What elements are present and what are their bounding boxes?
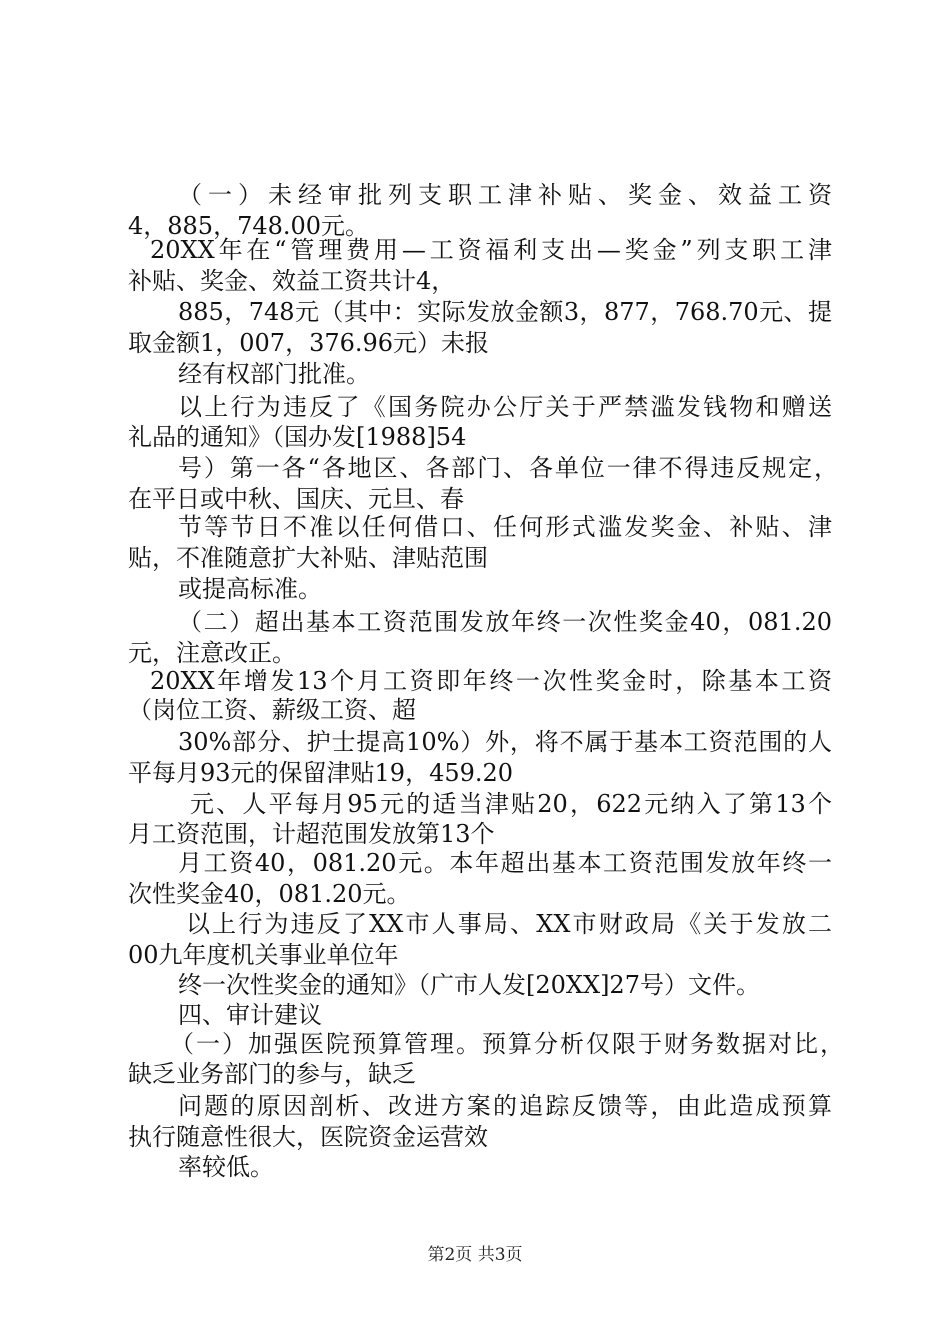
paragraph-line: 月工资范围，计超范围发放第13个 <box>128 820 495 848</box>
paragraph-line: 平每月93元的保留津贴19，459.20 <box>128 759 514 787</box>
paragraph-line: 元，注意改正。 <box>128 639 296 667</box>
paragraph-line: 以上行为违反了《国务院办公厅关于严禁滥发钱物和赠送 <box>178 393 832 421</box>
paragraph-line: 月工资40，081.20元。本年超出基本工资范围发放年终一 <box>178 849 832 877</box>
paragraph-line: 经有权部门批准。 <box>178 360 370 388</box>
paragraph-line: 在平日或中秋、国庆、元旦、春 <box>128 485 464 513</box>
paragraph-line: 20XX年在“管理费用—工资福利支出—奖金”列支职工津 <box>150 236 832 264</box>
paragraph-line: 执行随意性很大，医院资金运营效 <box>128 1123 488 1151</box>
paragraph-line: 四、审计建议 <box>178 1001 322 1029</box>
paragraph-line: 缺乏业务部门的参与，缺乏 <box>128 1060 416 1088</box>
paragraph-line: （一）加强医院预算管理。预算分析仅限于财务数据对比， <box>170 1030 844 1058</box>
paragraph-line: 礼品的通知》（国办发[1988]54 <box>128 423 467 451</box>
paragraph-line: 号）第一各“各地区、各部门、各单位一律不得违反规定， <box>178 454 838 482</box>
paragraph-line: （二）超出基本工资范围发放年终一次性奖金40，081.20 <box>178 608 832 636</box>
paragraph-line: 率较低。 <box>178 1153 274 1181</box>
paragraph-line: 次性奖金40，081.20元。 <box>128 880 411 908</box>
paragraph-line: 问题的原因剖析、改进方案的追踪反馈等，由此造成预算 <box>178 1092 832 1120</box>
paragraph-line: 终一次性奖金的通知》（广市人发[20XX]27号）文件。 <box>178 971 760 999</box>
paragraph-line: 20XX年增发13个月工资即年终一次性奖金时，除基本工资 <box>150 667 832 695</box>
paragraph-line: （一）未经审批列支职工津补贴、奖金、效益工资 <box>178 181 832 209</box>
paragraph-line: 节等节日不准以任何借口、任何形式滥发奖金、补贴、津 <box>178 513 832 541</box>
paragraph-line: 元、人平每月95元的适当津贴20，622元纳入了第13个 <box>190 790 832 818</box>
paragraph-line: 4，885，748.00元。 <box>128 212 370 240</box>
paragraph-line: 或提高标准。 <box>178 575 322 603</box>
page-number-footer: 第2页 共3页 <box>427 1245 523 1265</box>
paragraph-line: 30%部分、护士提高10%）外，将不属于基本工资范围的人 <box>178 728 832 756</box>
paragraph-line: （岗位工资、薪级工资、超 <box>128 696 416 724</box>
paragraph-line: 00九年度机关事业单位年 <box>128 941 399 969</box>
paragraph-line: 取金额1，007，376.96元）未报 <box>128 329 490 357</box>
paragraph-line: 885，748元（其中：实际发放金额3，877，768.70元、提 <box>178 298 832 326</box>
paragraph-line: 以上行为违反了XX市人事局、XX市财政局《关于发放二 <box>186 910 832 938</box>
paragraph-line: 贴，不准随意扩大补贴、津贴范围 <box>128 544 488 572</box>
paragraph-line: 补贴、奖金、效益工资共计4， <box>128 267 456 295</box>
